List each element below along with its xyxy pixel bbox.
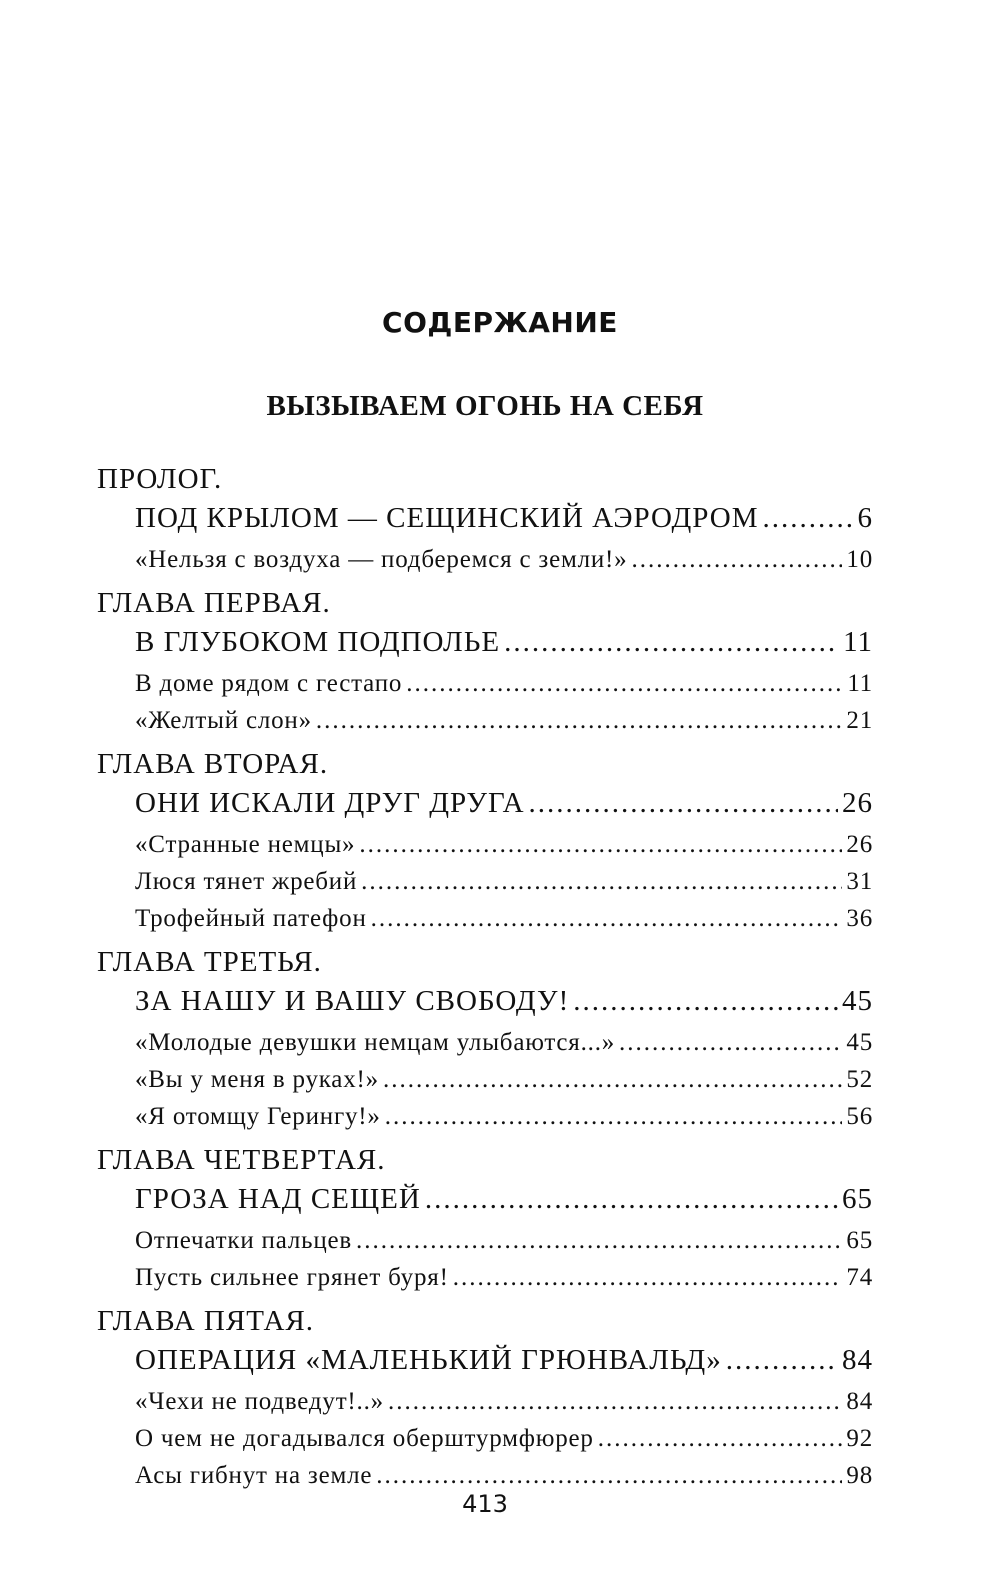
book-title: ВЫЗЫВАЕМ ОГОНЬ НА СЕБЯ	[266, 390, 704, 422]
dot-leader	[453, 1259, 843, 1296]
toc-entry[interactable]	[135, 1457, 873, 1494]
toc-entry[interactable]	[135, 900, 873, 937]
toc-entry-page: 45	[846, 1029, 873, 1056]
chapter-label: ГЛАВА ПЕРВАЯ.	[97, 587, 331, 619]
toc-entry-page: 74	[846, 1264, 873, 1291]
toc-entry[interactable]	[135, 826, 873, 863]
dot-leader	[356, 1222, 842, 1259]
toc-entry[interactable]	[135, 1420, 873, 1457]
dot-leader	[763, 498, 854, 538]
toc-entry-title: «Вы у меня в руках!»	[135, 1066, 379, 1093]
page-heading: СОДЕРЖАНИЕ	[382, 306, 618, 339]
toc-entry[interactable]	[135, 1383, 873, 1420]
toc-entry-title: ГРОЗА НАД СЕЩЕЙ	[135, 1183, 421, 1215]
toc-entry-title: ЗА НАШУ И ВАШУ СВОБОДУ!	[135, 985, 570, 1017]
toc-entry-page: 11	[847, 670, 873, 697]
dot-leader	[371, 900, 843, 937]
toc-entry-title: Асы гибнут на земле	[135, 1462, 373, 1489]
dot-leader	[385, 1098, 843, 1135]
dot-leader	[632, 541, 843, 578]
toc-entry-title: «Чехи не подведут!..»	[135, 1388, 384, 1415]
dot-leader	[316, 702, 842, 739]
toc-entry-page: 31	[846, 868, 873, 895]
toc-entry-title: Люся тянет жребий	[135, 868, 358, 895]
dot-leader	[359, 826, 842, 863]
toc-entry-title: Пусть сильнее грянет буря!	[135, 1264, 449, 1291]
toc-entry-page: 10	[846, 546, 873, 573]
dot-leader	[726, 1340, 838, 1380]
chapter-four	[97, 1141, 873, 1296]
toc-entry-page: 84	[842, 1344, 873, 1376]
toc-entry-page: 21	[846, 707, 873, 734]
toc-entry[interactable]	[135, 1340, 873, 1380]
toc-entry[interactable]	[135, 665, 873, 702]
toc-entry[interactable]	[135, 622, 873, 662]
chapter-label: ГЛАВА ЧЕТВЕРТАЯ.	[97, 1144, 386, 1176]
dot-leader	[425, 1179, 838, 1219]
toc-entry[interactable]	[135, 981, 873, 1021]
chapter-five	[97, 1302, 873, 1494]
toc-entry-title: «Нельзя с воздуха — подберемся с земли!»	[135, 546, 628, 573]
toc-entry-page: 6	[857, 502, 873, 534]
chapter-label: ГЛАВА ТРЕТЬЯ.	[97, 946, 322, 978]
dot-leader	[573, 981, 838, 1021]
toc-entry-title: В ГЛУБОКОМ ПОДПОЛЬЕ	[135, 626, 501, 658]
dot-leader	[529, 783, 838, 823]
toc-entry-title: «Я отомщу Герингу!»	[135, 1103, 381, 1130]
dot-leader	[504, 622, 839, 662]
toc-entry-title: О чем не догадывался оберштурмфюрер	[135, 1425, 594, 1452]
toc-entry[interactable]	[135, 1061, 873, 1098]
toc-entry-page: 52	[846, 1066, 873, 1093]
toc-entry[interactable]	[135, 1098, 873, 1135]
dot-leader	[619, 1024, 842, 1061]
table-of-contents	[97, 460, 873, 1500]
page-number: 413	[462, 1490, 508, 1518]
dot-leader	[376, 1457, 842, 1494]
dot-leader	[388, 1383, 842, 1420]
toc-entry-title: ПОД КРЫЛОМ — СЕЩИНСКИЙ АЭРОДРОМ	[135, 502, 759, 534]
toc-entry-page: 36	[846, 905, 873, 932]
toc-entry-page: 26	[842, 787, 873, 819]
chapter-label: ГЛАВА ПЯТАЯ.	[97, 1305, 314, 1337]
toc-entry-title: Трофейный патефон	[135, 905, 367, 932]
chapter-two	[97, 745, 873, 937]
dot-leader	[406, 665, 843, 702]
chapter-one	[97, 584, 873, 739]
toc-entry-page: 65	[842, 1183, 873, 1215]
toc-entry-page: 56	[846, 1103, 873, 1130]
toc-entry-title: «Желтый слон»	[135, 707, 312, 734]
toc-entry-title: «Странные немцы»	[135, 831, 356, 858]
toc-entry-title: ОПЕРАЦИЯ «МАЛЕНЬКИЙ ГРЮНВАЛЬД»	[135, 1344, 722, 1376]
toc-entry-page: 92	[846, 1425, 873, 1452]
toc-entry[interactable]	[135, 1024, 873, 1061]
toc-entry-title: ОНИ ИСКАЛИ ДРУГ ДРУГА	[135, 787, 525, 819]
toc-entry-title: Отпечатки пальцев	[135, 1227, 353, 1254]
dot-leader	[383, 1061, 842, 1098]
dot-leader	[361, 863, 842, 900]
toc-entry-page: 45	[842, 985, 873, 1017]
chapter-label: ГЛАВА ВТОРАЯ.	[97, 748, 329, 780]
toc-entry[interactable]	[135, 702, 873, 739]
toc-entry-page: 98	[846, 1462, 873, 1489]
toc-entry[interactable]	[135, 783, 873, 823]
toc-entry-title: «Молодые девушки немцам улыбаются...»	[135, 1029, 616, 1056]
toc-entry[interactable]	[135, 1179, 873, 1219]
chapter-prologue	[97, 460, 873, 578]
toc-entry-page: 26	[846, 831, 873, 858]
dot-leader	[598, 1420, 843, 1457]
toc-entry[interactable]	[135, 498, 873, 538]
toc-entry-page: 84	[846, 1388, 873, 1415]
toc-entry[interactable]	[135, 1259, 873, 1296]
toc-entry-page: 11	[843, 626, 873, 658]
toc-entry[interactable]	[135, 541, 873, 578]
toc-entry[interactable]	[135, 1222, 873, 1259]
toc-entry-title: В доме рядом с гестапо	[135, 670, 403, 697]
chapter-label: ПРОЛОГ.	[97, 463, 223, 495]
toc-entry-page: 65	[846, 1227, 873, 1254]
toc-entry[interactable]	[135, 863, 873, 900]
chapter-three	[97, 943, 873, 1135]
